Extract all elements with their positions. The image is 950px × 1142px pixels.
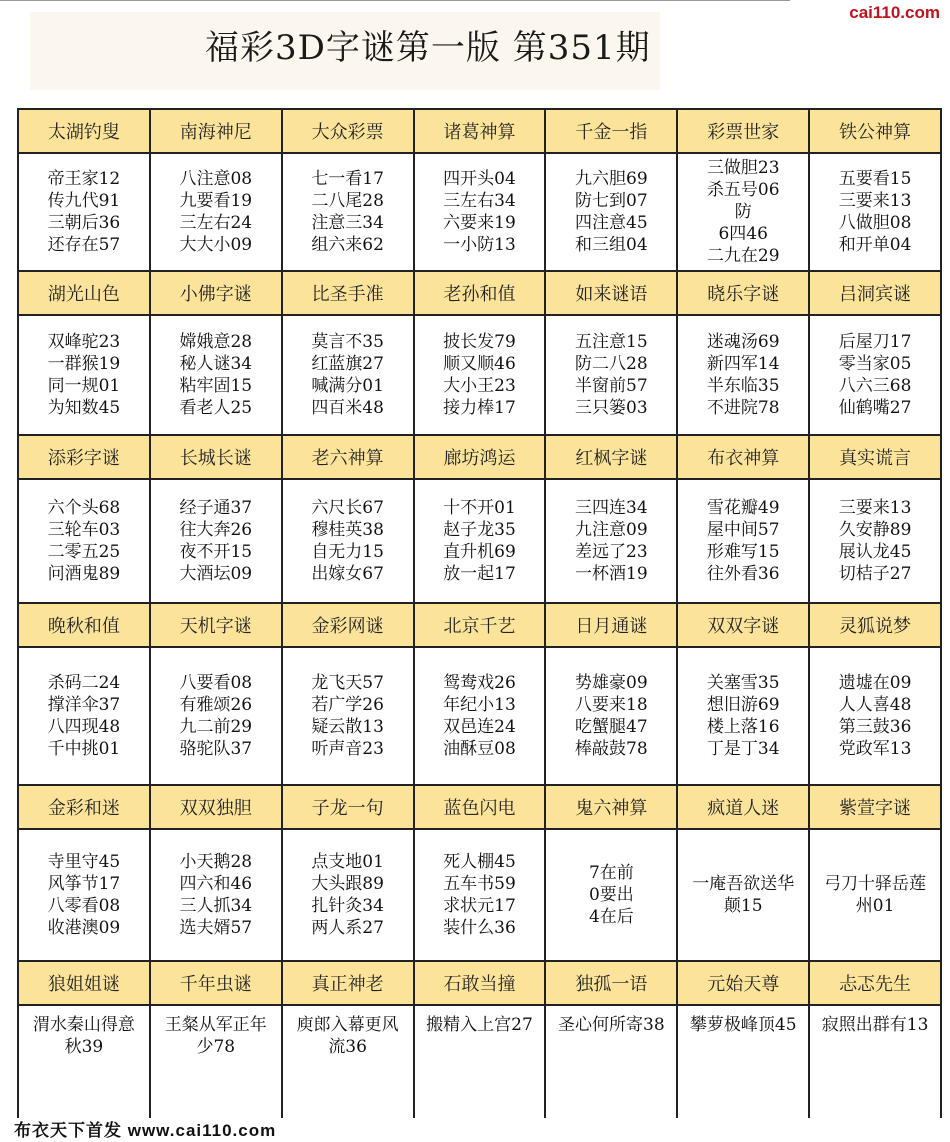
- riddle-line: 4在后: [588, 907, 634, 927]
- riddle-line: 五要看15: [838, 169, 912, 189]
- riddle-line: 疑云散13: [311, 717, 384, 737]
- riddle-line: 半窗前57: [575, 376, 648, 396]
- riddle-line: 装什么36: [443, 918, 516, 938]
- riddle-line: 二九在29: [706, 246, 780, 266]
- riddle-line: 防二八28: [575, 354, 648, 374]
- riddle-line: 四注意45: [575, 213, 648, 233]
- riddle-line: 赵子龙35: [443, 520, 516, 540]
- riddle-line: 棒敲鼓78: [575, 739, 648, 759]
- riddle-line: 圣心何所寄38: [558, 1015, 665, 1035]
- riddle-line: 少78: [196, 1037, 236, 1057]
- riddle-line: 问酒鬼89: [47, 564, 121, 584]
- riddle-line: 州01: [855, 896, 895, 916]
- riddle-line: 迷魂汤69: [706, 332, 780, 352]
- riddle-cell: [810, 316, 940, 434]
- riddle-line: 三左右34: [443, 191, 516, 211]
- riddle-cell: [678, 1006, 808, 1130]
- riddle-line: 穆桂英38: [311, 520, 384, 540]
- riddle-line: 披长发79: [443, 332, 516, 352]
- riddle-author-header: 吕洞宾谜: [810, 272, 940, 314]
- riddle-line: 大酒坛09: [179, 564, 253, 584]
- riddle-line: 三只篓03: [575, 398, 648, 418]
- riddle-author-header: 真正神老: [283, 962, 413, 1004]
- riddle-line: 二八尾28: [311, 191, 384, 211]
- riddle-cell: [678, 480, 808, 602]
- riddle-line: 一群猴19: [47, 354, 121, 374]
- riddle-line: 选夫婿57: [179, 918, 253, 938]
- riddle-author-header: 如来谜语: [546, 272, 676, 314]
- riddle-line: 六尺长67: [311, 498, 384, 518]
- riddle-line: 搬精入上宫27: [426, 1015, 533, 1035]
- riddle-cell: [283, 480, 413, 602]
- riddle-line: 雪花瓣49: [706, 498, 780, 518]
- riddle-cell: [151, 648, 281, 784]
- riddle-line: 收港澳09: [47, 918, 121, 938]
- riddle-line: 八六三68: [838, 376, 912, 396]
- riddle-line: 若广学26: [311, 695, 384, 715]
- riddle-line: 往外看36: [706, 564, 780, 584]
- riddle-line: 防: [734, 202, 752, 222]
- riddle-cell: [283, 830, 413, 960]
- riddle-board: [17, 108, 942, 1118]
- riddle-line: 撑洋伞37: [47, 695, 121, 715]
- riddle-line: 同一规01: [47, 376, 121, 396]
- riddle-cell: [283, 1006, 413, 1130]
- riddle-cell: [415, 154, 545, 270]
- riddle-author-header: 北京千艺: [415, 604, 545, 646]
- riddle-cell: [415, 480, 545, 602]
- riddle-line: 八零看08: [47, 896, 121, 916]
- riddle-line: 想旧游69: [706, 695, 780, 715]
- riddle-line: 看老人25: [179, 398, 253, 418]
- riddle-line: 三朝后36: [47, 213, 121, 233]
- riddle-cell: [678, 830, 808, 960]
- riddle-line: 防七到07: [575, 191, 648, 211]
- riddle-author-header: 灵狐说梦: [810, 604, 940, 646]
- riddle-author-header: 小佛字谜: [151, 272, 281, 314]
- riddle-line: 大小王23: [443, 376, 516, 396]
- riddle-author-header: 子龙一句: [283, 786, 413, 828]
- riddle-line: 杀五号06: [706, 180, 780, 200]
- riddle-cell: [546, 830, 676, 960]
- riddle-cell: [151, 154, 281, 270]
- riddle-cell: [810, 1006, 940, 1130]
- riddle-cell: [678, 154, 808, 270]
- riddle-cell: [151, 316, 281, 434]
- riddle-cell: [415, 830, 545, 960]
- riddle-line: 遗墟在09: [838, 673, 912, 693]
- riddle-line: 粘牢固15: [179, 376, 253, 396]
- riddle-line: 莫言不35: [311, 332, 384, 352]
- riddle-line: 切桔子27: [838, 564, 912, 584]
- page-title: 福彩3D字谜第一版 第351期: [205, 28, 651, 68]
- riddle-line: 秘人谜34: [179, 354, 253, 374]
- riddle-line: 八要来18: [575, 695, 648, 715]
- riddle-line: 六要来19: [443, 213, 516, 233]
- riddle-line: 龙飞天57: [311, 673, 384, 693]
- riddle-line: 渭水秦山得意: [32, 1015, 135, 1035]
- riddle-author-header: 蓝色闪电: [415, 786, 545, 828]
- riddle-cell: [19, 154, 149, 270]
- riddle-author-header: 天机字谜: [151, 604, 281, 646]
- riddle-line: 三人抓34: [179, 896, 253, 916]
- riddle-line: 形难写15: [706, 542, 780, 562]
- riddle-author-header: 双双独胆: [151, 786, 281, 828]
- riddle-cell: [546, 648, 676, 784]
- riddle-line: 久安静89: [838, 520, 912, 540]
- riddle-author-header: 狼姐姐谜: [19, 962, 149, 1004]
- riddle-author-header: 彩票世家: [678, 110, 808, 152]
- riddle-author-header: 疯道人迷: [678, 786, 808, 828]
- riddle-author-header: 元始天尊: [678, 962, 808, 1004]
- riddle-line: 骆驼队37: [179, 739, 253, 759]
- riddle-author-header: 太湖钓叟: [19, 110, 149, 152]
- riddle-line: 不进院78: [706, 398, 780, 418]
- riddle-line: 八四现48: [47, 717, 121, 737]
- riddle-line: 丁是丁34: [706, 739, 780, 759]
- riddle-line: 八注意08: [179, 169, 253, 189]
- riddle-line: 四百米48: [311, 398, 384, 418]
- riddle-cell: [810, 830, 940, 960]
- riddle-line: 杀码二24: [47, 673, 121, 693]
- riddle-line: 十不开01: [443, 498, 516, 518]
- top-divider: [0, 0, 790, 1]
- riddle-cell: [151, 1006, 281, 1130]
- riddle-author-header: 比圣手准: [283, 272, 413, 314]
- riddle-author-header: 紫萱字谜: [810, 786, 940, 828]
- riddle-line: 屋中间57: [706, 520, 780, 540]
- riddle-line: 双邑连24: [443, 717, 516, 737]
- riddle-author-header: 金彩和迷: [19, 786, 149, 828]
- riddle-line: 一小防13: [443, 235, 516, 255]
- riddle-cell: [546, 1006, 676, 1130]
- riddle-line: 攀萝极峰顶45: [689, 1015, 797, 1035]
- riddle-author-header: 晓乐字谜: [678, 272, 808, 314]
- riddle-cell: [546, 480, 676, 602]
- riddle-line: 二零五25: [47, 542, 121, 562]
- riddle-author-header: 添彩字谜: [19, 436, 149, 478]
- riddle-line: 往大奔26: [179, 520, 253, 540]
- riddle-line: 三要来13: [838, 498, 912, 518]
- riddle-line: 为知数45: [47, 398, 121, 418]
- riddle-cell: [810, 154, 940, 270]
- riddle-line: 顺又顺46: [443, 354, 516, 374]
- riddle-author-header: 铁公神算: [810, 110, 940, 152]
- riddle-line: 放一起17: [443, 564, 516, 584]
- riddle-line: 出嫁女67: [311, 564, 384, 584]
- riddle-line: 寺里守45: [47, 852, 121, 872]
- riddle-line: 三四连34: [575, 498, 648, 518]
- riddle-author-header: 廊坊鸿运: [415, 436, 545, 478]
- riddle-line: 人人喜48: [838, 695, 912, 715]
- riddle-line: 流36: [328, 1037, 367, 1057]
- riddle-line: 楼上落16: [706, 717, 780, 737]
- riddle-line: 四开头04: [443, 169, 516, 189]
- riddle-line: 展认龙45: [838, 542, 912, 562]
- riddle-line: 颠15: [723, 896, 763, 916]
- riddle-author-header: 独孤一语: [546, 962, 676, 1004]
- riddle-author-header: 大众彩票: [283, 110, 413, 152]
- riddle-line: 组六来62: [311, 235, 384, 255]
- riddle-line: 两人系27: [311, 918, 384, 938]
- riddle-line: 党政军13: [838, 739, 912, 759]
- riddle-line: 势雄豪09: [575, 673, 648, 693]
- riddle-cell: [19, 648, 149, 784]
- riddle-cell: [810, 648, 940, 784]
- riddle-line: 零当家05: [838, 354, 912, 374]
- riddle-author-header: 红枫字谜: [546, 436, 676, 478]
- riddle-line: 关塞雪35: [706, 673, 780, 693]
- riddle-line: 一庵吾欲送华: [692, 874, 795, 894]
- riddle-line: 三要来13: [838, 191, 912, 211]
- riddle-line: 夜不开15: [179, 542, 253, 562]
- riddle-line: 大头跟89: [311, 874, 384, 894]
- riddle-author-header: 石敢当撞: [415, 962, 545, 1004]
- riddle-line: 注意三34: [311, 213, 384, 233]
- riddle-cell: [810, 480, 940, 602]
- riddle-line: 吃蟹腿47: [575, 717, 648, 737]
- riddle-author-header: 千金一指: [546, 110, 676, 152]
- riddle-cell: [678, 316, 808, 434]
- riddle-line: 庾郎入幕更风: [296, 1015, 399, 1035]
- riddle-line: 千中挑01: [47, 739, 121, 759]
- riddle-author-header: 鬼六神算: [546, 786, 676, 828]
- riddle-cell: [546, 154, 676, 270]
- riddle-line: 求状元17: [443, 896, 516, 916]
- riddle-cell: [415, 316, 545, 434]
- riddle-line: 风筝节17: [47, 874, 121, 894]
- riddle-line: 还存在57: [47, 235, 121, 255]
- riddle-author-header: 诸葛神算: [415, 110, 545, 152]
- riddle-cell: [678, 648, 808, 784]
- riddle-line: 差远了23: [575, 542, 648, 562]
- riddle-line: 扎针灸34: [311, 896, 384, 916]
- riddle-line: 和开单04: [838, 235, 912, 255]
- riddle-line: 传九代91: [47, 191, 121, 211]
- riddle-line: 七一看17: [311, 169, 384, 189]
- riddle-author-header: 真实谎言: [810, 436, 940, 478]
- riddle-line: 三左右24: [179, 213, 253, 233]
- riddle-line: 四六和46: [179, 874, 253, 894]
- riddle-line: 九注意09: [575, 520, 648, 540]
- riddle-line: 红蓝旗27: [311, 354, 384, 374]
- riddle-line: 五注意15: [575, 332, 648, 352]
- riddle-author-header: 忐忑先生: [810, 962, 940, 1004]
- riddle-author-header: 老孙和值: [415, 272, 545, 314]
- riddle-line: 一杯酒19: [575, 564, 648, 584]
- riddle-line: 新四军14: [706, 354, 780, 374]
- riddle-line: 九六胆69: [575, 169, 648, 189]
- riddle-line: 自无力15: [311, 542, 384, 562]
- riddle-line: 秋39: [64, 1037, 104, 1057]
- riddle-line: 弓刀十驿岳莲: [824, 874, 927, 894]
- riddle-cell: [19, 1006, 149, 1130]
- riddle-line: 后屋刀17: [838, 332, 912, 352]
- riddle-line: 半东临35: [706, 376, 780, 396]
- riddle-line: 第三鼓36: [838, 717, 912, 737]
- riddle-line: 大大小09: [179, 235, 253, 255]
- riddle-cell: [151, 480, 281, 602]
- riddle-line: 年纪小13: [443, 695, 516, 715]
- riddle-line: 直升机69: [443, 542, 516, 562]
- riddle-author-header: 晚秋和值: [19, 604, 149, 646]
- riddle-line: 三轮车03: [47, 520, 121, 540]
- riddle-line: 嫦娥意28: [179, 332, 253, 352]
- riddle-author-header: 湖光山色: [19, 272, 149, 314]
- riddle-line: 油酥豆08: [443, 739, 516, 759]
- riddle-line: 小天鹅28: [179, 852, 253, 872]
- riddle-author-header: 千年虫谜: [151, 962, 281, 1004]
- riddle-author-header: 南海神尼: [151, 110, 281, 152]
- riddle-line: 6四46: [718, 224, 768, 244]
- riddle-cell: [283, 154, 413, 270]
- riddle-line: 三做胆23: [706, 158, 780, 178]
- riddle-line: 0要出: [588, 885, 634, 905]
- riddle-line: 点支地01: [311, 852, 384, 872]
- riddle-line: 和三组04: [575, 235, 648, 255]
- riddle-line: 喊满分01: [311, 376, 384, 396]
- riddle-author-header: 日月通谜: [546, 604, 676, 646]
- riddle-cell: [19, 480, 149, 602]
- riddle-line: 死人棚45: [443, 852, 516, 872]
- riddle-author-header: 老六神算: [283, 436, 413, 478]
- riddle-cell: [415, 648, 545, 784]
- riddle-line: 7在前: [588, 863, 634, 883]
- riddle-author-header: 双双字谜: [678, 604, 808, 646]
- riddle-line: 双峰驼23: [47, 332, 121, 352]
- site-logo[interactable]: cai110.com: [849, 3, 940, 22]
- footer-caption: 布衣天下首发 www.cai110.com: [14, 1121, 277, 1140]
- riddle-line: 八做胆08: [838, 213, 912, 233]
- riddle-line: 经子通37: [179, 498, 253, 518]
- riddle-line: 帝王家12: [47, 169, 121, 189]
- riddle-cell: [283, 648, 413, 784]
- riddle-line: 有雅颂26: [179, 695, 253, 715]
- riddle-cell: [151, 830, 281, 960]
- riddle-author-header: 金彩网谜: [283, 604, 413, 646]
- riddle-line: 九二前29: [179, 717, 253, 737]
- riddle-line: 寂照出群有13: [821, 1015, 929, 1035]
- riddle-line: 八要看08: [179, 673, 253, 693]
- riddle-author-header: 布衣神算: [678, 436, 808, 478]
- riddle-cell: [283, 316, 413, 434]
- riddle-line: 九要看19: [179, 191, 253, 211]
- riddle-line: 王粲从军正年: [164, 1015, 267, 1035]
- riddle-cell: [19, 316, 149, 434]
- riddle-line: 鸳鸯戏26: [443, 673, 516, 693]
- riddle-line: 六个头68: [47, 498, 121, 518]
- riddle-author-header: 长城长谜: [151, 436, 281, 478]
- riddle-line: 接力棒17: [443, 398, 516, 418]
- riddle-line: 听声音23: [311, 739, 384, 759]
- riddle-cell: [546, 316, 676, 434]
- riddle-line: 仙鹤嘴27: [838, 398, 912, 418]
- riddle-line: 五车书59: [443, 874, 516, 894]
- riddle-cell: [19, 830, 149, 960]
- riddle-cell: [415, 1006, 545, 1130]
